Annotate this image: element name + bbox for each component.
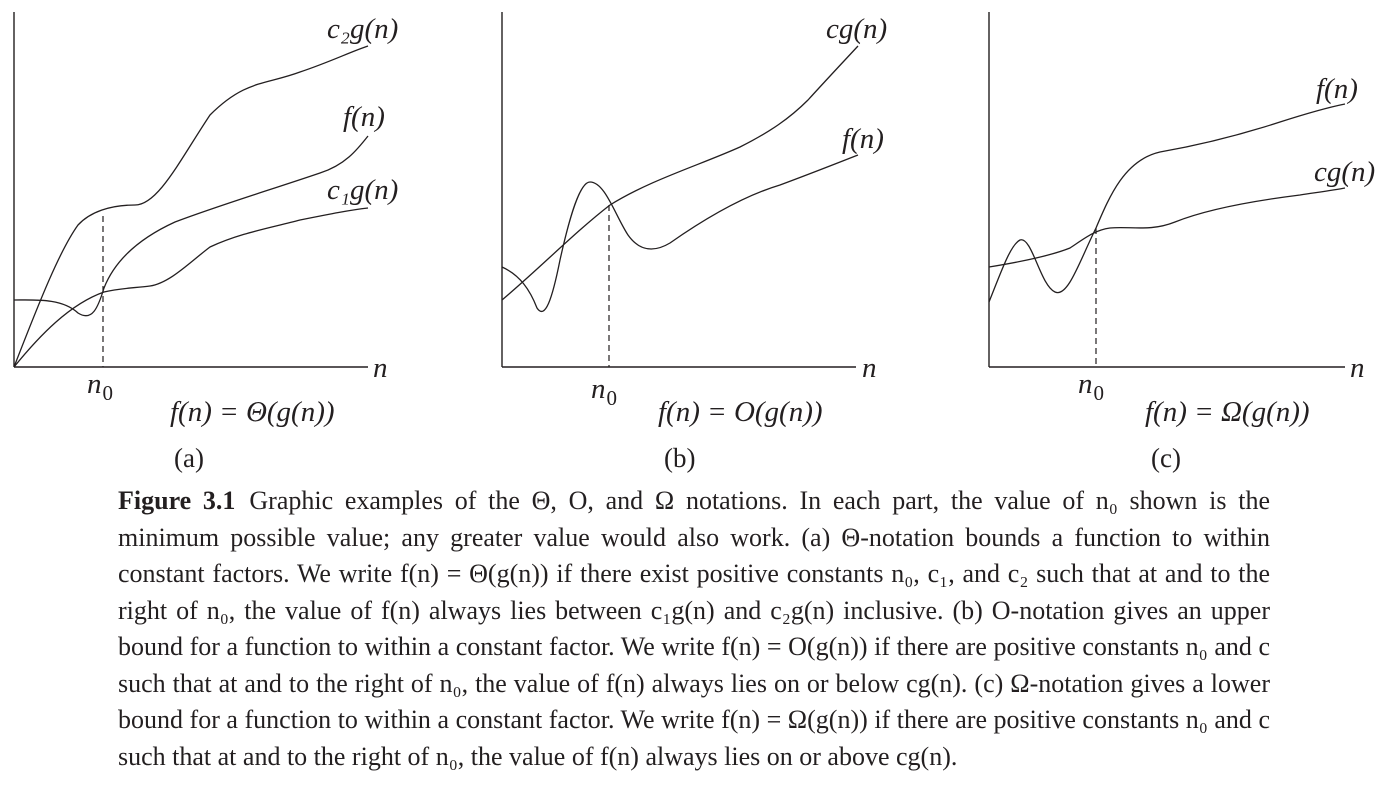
panel-b-part-label: (b)	[664, 443, 696, 473]
panel-c-f-curve	[989, 104, 1345, 302]
panel-b	[502, 12, 887, 473]
panel-a	[14, 12, 398, 473]
panel-c	[989, 12, 1375, 473]
panel-a-relation: f(n) = Θ(g(n))	[170, 396, 335, 428]
panel-c-upper-curve-label: f(n)	[1316, 73, 1358, 105]
caption-paragraph	[118, 483, 1270, 775]
panel-c-n0-label: n0	[1078, 368, 1104, 405]
panel-c-axis-label: n	[1350, 352, 1365, 384]
panel-c-lower-curve-label: cg(n)	[1314, 156, 1376, 188]
caption-heading: Figure 3.1	[118, 486, 236, 515]
panel-a-c1g-curve	[14, 208, 368, 367]
panel-a-f-curve	[14, 136, 368, 316]
panel-b-f-curve	[502, 155, 858, 311]
panel-a-axis-label: n	[373, 352, 388, 384]
panel-b-axis-label: n	[862, 352, 877, 384]
panel-a-c2g-curve	[14, 46, 368, 367]
panel-c-cg-curve	[989, 188, 1345, 267]
panel-b-n0-label: n0	[591, 373, 617, 410]
panel-c-relation: f(n) = Ω(g(n))	[1145, 396, 1310, 428]
panel-b-lower-curve-label: f(n)	[842, 123, 884, 155]
panel-a-middle-curve-label: f(n)	[343, 101, 385, 133]
panel-a-lower-curve-label: c₁g(n)	[327, 174, 399, 206]
figure-caption	[118, 483, 1270, 775]
panel-b-upper-curve-label: cg(n)	[826, 13, 888, 45]
panel-a-upper-curve-label: c₂g(n)	[327, 13, 399, 45]
panel-a-part-label: (a)	[174, 443, 204, 473]
panel-b-relation: f(n) = O(g(n))	[658, 396, 823, 428]
panel-c-part-label: (c)	[1151, 443, 1181, 473]
panel-b-cg-curve	[502, 46, 858, 300]
caption-text: Graphic examples of the Θ, O, and Ω notations. In each part, the value of n₀ shown is the minimum possible value; any greater value would also work. (a) Θ-notation bounds a function to within constant factors. We write f(n) = Θ(g(n)) if there exist positive constants n₀, c₁, and c₂ such that at and to the right of n₀, the value of f(n) always lies between c₁g(n) and c₂g(n) inclusive. (b) O-notation gives an upper bound for a function to within a constant factor. We write f(n) = O(g(n)) if there are positive constants n₀ and c such that at and to the right of n₀, the value of f(n) always lies on or below cg(n). (c) Ω-notation gives a lower bound for a function to within a constant factor. We write f(n) = Ω(g(n)) if there are positive constants n₀ and c such that at and to the right of n₀, the value of f(n) always lies on or above cg(n).	[118, 486, 1270, 771]
panel-a-n0-label: n0	[87, 368, 113, 405]
